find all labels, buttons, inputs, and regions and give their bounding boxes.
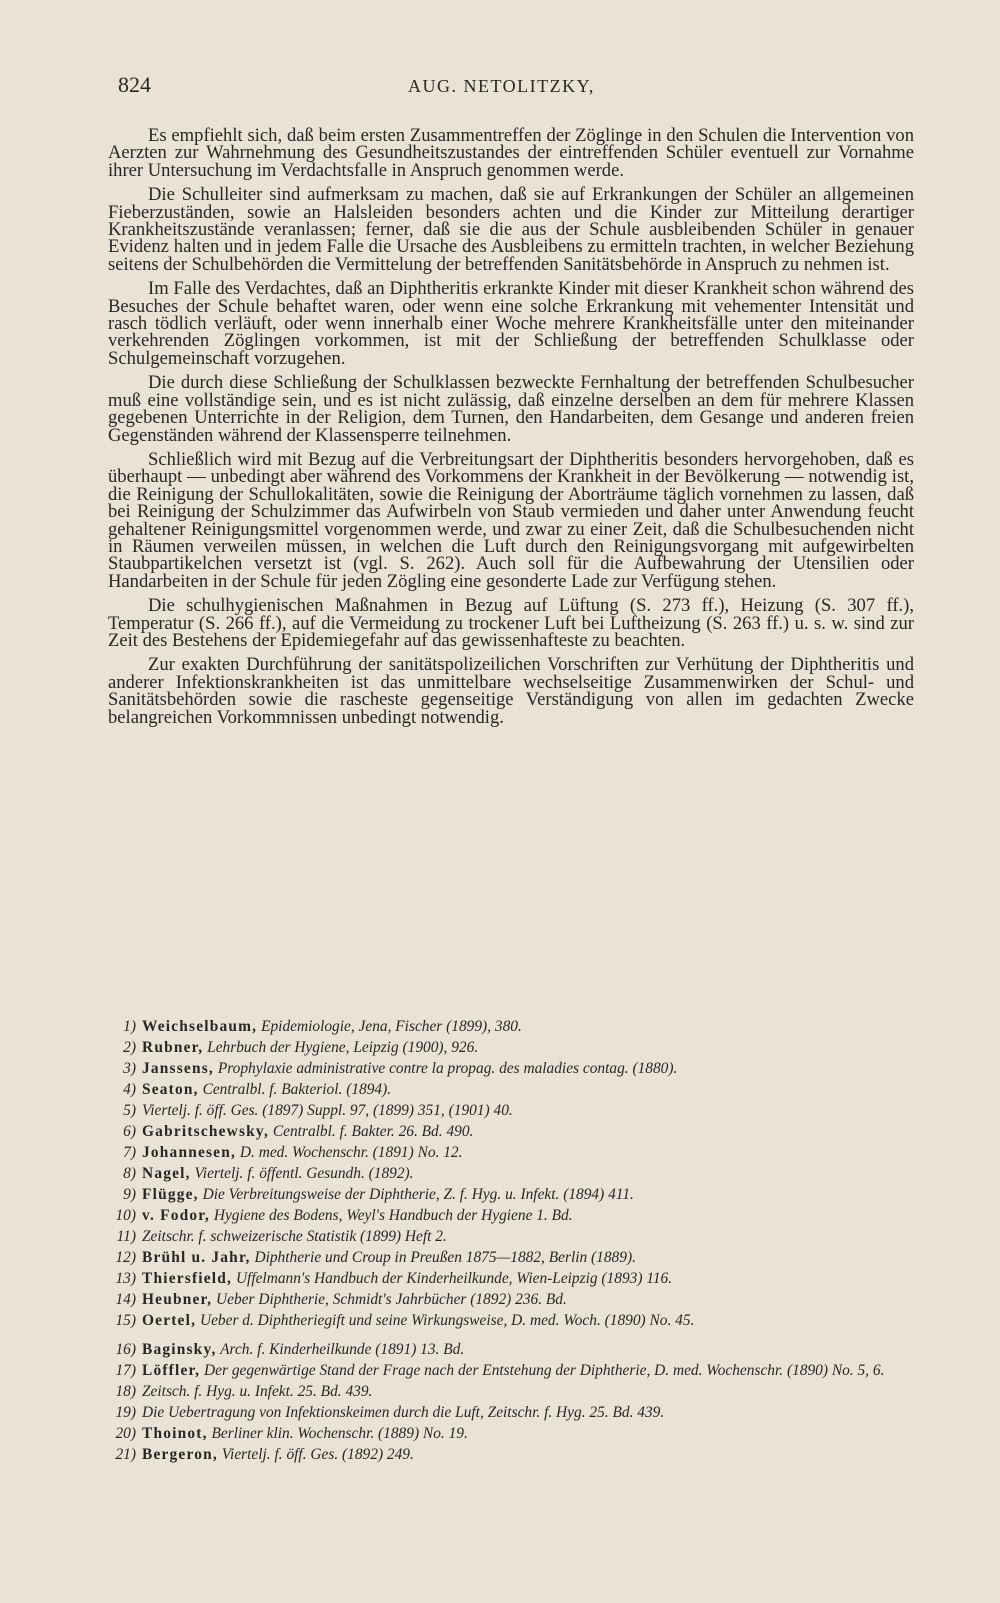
footnote-text: Viertelj. f. öffentl. Gesundh. (1892).	[194, 1165, 414, 1182]
footnote	[108, 1058, 908, 1079]
footnote-number: 3)	[123, 1060, 136, 1077]
paragraph: Die Schulleiter sind aufmerksam zu machen, daß sie auf Erkrankungen der Schüler an allgemeinen Fieberzuständen, sowie an Halsleiden besonders achten und die Kinder zur Mitteilung derartiger Krankheitszustände veranlassen; ferner, daß sie die aus der Schule ausbleibenden Schüler in genauer Evidenz halten und in jedem Falle die Ursache des Ausbleibens zu ermitteln trachten, in welcher Beziehung seitens der Schulbehörden die Vermittelung der betreffenden Sanitätsbehörde in Anspruch zu nehmen ist.	[108, 184, 914, 275]
footnote-number: 19)	[115, 1404, 136, 1421]
footnote-number: 17)	[115, 1362, 136, 1379]
footnote-text: Prophylaxie administrative contre la propag. des maladies contag. (1880).	[217, 1060, 678, 1077]
footnote-author: Nagel,	[142, 1165, 191, 1182]
footnote	[108, 1184, 908, 1205]
footnote-author: Löffler,	[142, 1362, 201, 1379]
footnote-number: 8)	[123, 1165, 136, 1182]
footnote-text: Hygiene des Bodens, Weyl's Handbuch der Hygiene 1. Bd.	[213, 1207, 573, 1224]
footnote-author: Seaton,	[142, 1081, 199, 1098]
footnote-text: Viertelj. f. öff. Ges. (1892) 249.	[221, 1446, 414, 1463]
body-text	[108, 127, 914, 733]
page-number: 824	[118, 72, 151, 97]
footnote-text: Der gegenwärtige Stand der Frage nach der Entstehung der Diphtherie, D. med. Wochenschr. (1890) No. 5, 6.	[204, 1362, 885, 1379]
footnote	[108, 1423, 908, 1444]
footnote-author: Rubner,	[142, 1039, 204, 1056]
footnote	[108, 1247, 908, 1268]
footnote-author: Baginsky,	[142, 1341, 217, 1358]
footnote-number: 4)	[123, 1081, 136, 1098]
footnote-number: 14)	[115, 1291, 136, 1308]
footnote-text: Epidemiologie, Jena, Fischer (1899), 380.	[261, 1018, 522, 1035]
footnote-text: Berliner klin. Wochenschr. (1889) No. 19.	[211, 1425, 468, 1442]
footnote	[108, 1339, 908, 1360]
footnote-text: Zeitsch. f. Hyg. u. Infekt. 25. Bd. 439.	[142, 1383, 373, 1400]
footnote-number: 21)	[115, 1446, 136, 1463]
footnote-number: 6)	[123, 1123, 136, 1140]
paragraph: Zur exakten Durchführung der sanitätspolizeilichen Vorschriften zur Verhütung der Diphtheritis und anderer Infektionskrankheiten ist das unmittelbare wechselseitige Zusammenwirken der Schul- und Sanitätsbehörden sowie die rascheste gegenseitige Verständigung von allen im gedachten Zwecke belangreichen Vorkommnissen unbedingt notwendig.	[108, 654, 914, 728]
footnote	[108, 1016, 908, 1037]
footnote-author: Bergeron,	[142, 1446, 218, 1463]
footnote-text: Arch. f. Kinderheilkunde (1891) 13. Bd.	[220, 1341, 465, 1358]
footnote-author: Flügge,	[142, 1186, 199, 1203]
footnote-number: 11)	[116, 1228, 136, 1245]
footnote-number: 13)	[115, 1270, 136, 1287]
footnote-text: Lehrbuch der Hygiene, Leipzig (1900), 926.	[207, 1039, 479, 1056]
footnote	[108, 1226, 908, 1247]
footnote-number: 15)	[115, 1312, 136, 1329]
footnotes	[108, 1016, 908, 1465]
footnote	[108, 1268, 908, 1289]
footnote-number: 16)	[115, 1341, 136, 1358]
paragraph: Im Falle des Verdachtes, daß an Diphtheritis erkrankte Kinder mit dieser Krankheit schon während des Besuches der Schule behaftet waren, oder wenn eine solche Erkrankung mit vehementer Intensität und rasch tödlich verläuft, oder wenn innerhalb einer Woche mehrere Krankheitsfälle unter den miteinander verkehrenden Zöglingen vorkommen, ist mit der Schließung der betreffenden Schulklasse oder Schulgemeinschaft vorzugehen.	[108, 278, 914, 369]
footnote-text: D. med. Wochenschr. (1891) No. 12.	[239, 1144, 463, 1161]
footnote-number: 18)	[115, 1383, 136, 1400]
footnote-author: Thoinot,	[142, 1425, 208, 1442]
footnote-number: 5)	[123, 1102, 136, 1119]
footnote	[108, 1444, 908, 1465]
footnote-author: v. Fodor,	[142, 1207, 210, 1224]
footnote-number: 2)	[123, 1039, 136, 1056]
footnote-author: Brühl u. Jahr,	[142, 1249, 251, 1266]
footnote-number: 7)	[123, 1144, 136, 1161]
footnote-number: 20)	[115, 1425, 136, 1442]
footnote-author: Oertel,	[142, 1312, 197, 1329]
footnote	[108, 1381, 908, 1402]
footnote-number: 12)	[115, 1249, 136, 1266]
footnote-text: Ueber d. Diphtheriegift und seine Wirkungsweise, D. med. Woch. (1890) No. 45.	[199, 1312, 695, 1329]
footnote	[108, 1205, 908, 1226]
footnote	[108, 1163, 908, 1184]
footnote	[108, 1360, 908, 1381]
footnote-text: Ueber Diphtherie, Schmidt's Jahrbücher (1892) 236. Bd.	[216, 1291, 567, 1308]
footnote-number: 10)	[115, 1207, 136, 1224]
footnote	[108, 1037, 908, 1058]
footnote	[108, 1310, 908, 1331]
footnote	[108, 1121, 908, 1142]
footnote-author: Heubner,	[142, 1291, 213, 1308]
footnote-author: Gabritschewsky,	[142, 1123, 270, 1140]
paragraph: Die durch diese Schließung der Schulklassen bezweckte Fernhaltung der betreffenden Schulbesucher muß eine vollständige sein, und es ist nicht zulässig, daß einzelne derselben an dem für mehrere Klassen gegebenen Unterrichte in der Religion, dem Turnen, den Handarbeiten, dem Gesange und anderen freien Gegenständen während der Klassensperre teilnehmen.	[108, 372, 914, 446]
footnote-text: Centralbl. f. Bakteriol. (1894).	[202, 1081, 392, 1098]
footnote-text: Viertelj. f. öff. Ges. (1897) Suppl. 97, (1899) 351, (1901) 40.	[142, 1102, 513, 1119]
footnote	[108, 1142, 908, 1163]
paragraph: Schließlich wird mit Bezug auf die Verbreitungsart der Diphtheritis besonders hervorgehoben, daß es überhaupt — unbedingt aber während des Vorkommens der Krankheit in der Bevölkerung — notwendig ist, die Reinigung der Schullokalitäten, sowie die Reinigung der Aborträume täglich vornehmen zu lassen, daß bei Reinigung der Schulzimmer das Aufwirbeln von Staub vermieden und daher unter Anwendung feucht gehaltener Reinigungsmittel vorgenommen werde, und zwar zu einer Zeit, daß die Schulbesuchenden nicht in Räumen verweilen müssen, in welchen die Luft durch den Reinigungsvorgang mit aufgewirbelten Staubpartikelchen versetzt ist (vgl. S. 262). Auch soll für die Aufbewahrung der Utensilien oder Handarbeiten in der Schule für jeden Zögling eine gesonderte Lade zur Verfügung stehen.	[108, 448, 914, 592]
footnote	[108, 1289, 908, 1310]
footnote-number: 9)	[123, 1186, 136, 1203]
paragraph: Die schulhygienischen Maßnahmen in Bezug auf Lüftung (S. 273 ff.), Heizung (S. 307 ff.), Temperatur (S. 266 ff.), auf die Vermeidung zu trockener Luft bei Luftheizung (S. 263 ff.) u. s. w. sind zur Zeit des Bestehens der Epidemiegefahr auf das gewissenhafteste zu beachten.	[108, 595, 914, 651]
footnote-text: Die Uebertragung von Infektionskeimen durch die Luft, Zeitschr. f. Hyg. 25. Bd. 439.	[142, 1404, 665, 1421]
footnote-text: Zeitschr. f. schweizerische Statistik (1899) Heft 2.	[142, 1228, 447, 1245]
paragraph: Es empfiehlt sich, daß beim ersten Zusammentreffen der Zöglinge in den Schulen die Intervention von Aerzten zur Wahrnehmung des Gesundheitszustandes der eintreffenden Schüler eventuell zur Vornahme ihrer Untersuchung im Verdachtsfalle in Anspruch genommen werde.	[108, 125, 914, 181]
footnote-text: Diphtherie und Croup in Preußen 1875—1882, Berlin (1889).	[254, 1249, 636, 1266]
footnote-author: Janssens,	[142, 1060, 214, 1077]
page-header	[118, 72, 918, 104]
footnote-author: Johannesen,	[142, 1144, 237, 1161]
running-head: AUG. NETOLITZKY,	[408, 76, 595, 96]
footnote-author: Thiersfield,	[142, 1270, 233, 1287]
footnote	[108, 1079, 908, 1100]
footnote-author: Weichselbaum,	[142, 1018, 258, 1035]
footnote-text: Uffelmann's Handbuch der Kinderheilkunde, Wien-Leipzig (1893) 116.	[235, 1270, 673, 1287]
footnote	[108, 1100, 908, 1121]
footnote	[108, 1402, 908, 1423]
footnote-text: Centralbl. f. Bakter. 26. Bd. 490.	[272, 1123, 474, 1140]
footnote-text: Die Verbreitungsweise der Diphtherie, Z. f. Hyg. u. Infekt. (1894) 411.	[202, 1186, 634, 1203]
footnote-number: 1)	[123, 1018, 136, 1035]
